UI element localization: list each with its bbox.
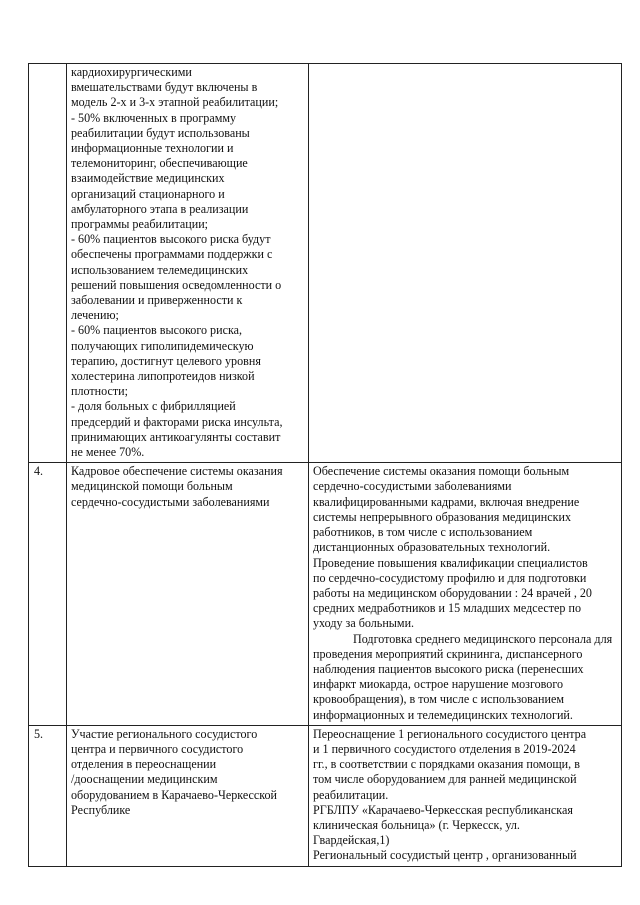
result-line: реабилитации. (313, 787, 389, 802)
result-line: кровообращения), в том числе с использованием (313, 692, 564, 707)
result-line: по сердечно-сосудистому профилю и для подготовки (313, 570, 587, 585)
measure-line: Республике (71, 802, 131, 817)
result-line: уходу за больными. (313, 616, 415, 631)
result-line: работников, в том числе с использованием (313, 525, 533, 540)
measure-line: сердечно-сосудистыми заболеваниями (71, 494, 270, 509)
measure-line: принимающих антикоагулянты составит (71, 429, 281, 444)
result-line: квалифицированными кадрами, включая внедрение (313, 494, 580, 509)
measure-line: получающих гиполипидемическую (71, 338, 254, 353)
measure-line: плотности; (71, 384, 128, 399)
measure-line: амбулаторного этапа в реализации (71, 201, 249, 216)
result-line: и 1 первичного сосудистого отделения в 2019-2024 (313, 741, 576, 756)
measure-line: Участие регионального сосудистого (71, 726, 258, 741)
measure-line: реабилитации будут использованы (71, 125, 250, 140)
measure-line: использованием телемедицинских (71, 262, 249, 277)
measure-line: Кадровое обеспечение системы оказания (71, 464, 283, 479)
measures-table (28, 63, 622, 867)
result-cell (309, 463, 622, 725)
result-line: дистанционных образовательных технологий. (313, 540, 551, 555)
measure-line: оборудованием в Карачаево-Черкесской (71, 787, 278, 802)
result-cell (309, 725, 622, 866)
row-number (29, 64, 67, 463)
result-line: Региональный сосудистый центр , организованный (313, 848, 577, 863)
result-line: сердечно-сосудистыми заболеваниями (313, 479, 512, 494)
measure-line: не менее 70%. (71, 445, 145, 460)
measure-line: отделения в переоснащении (71, 757, 217, 772)
measure-line: терапию, достигнут целевого уровня (71, 353, 261, 368)
measure-line: модель 2-х и 3-х этапной реабилитации; (71, 95, 279, 110)
result-line: РГБЛПУ «Карачаево-Черкесская республиканская (313, 802, 573, 817)
measure-line: заболевании и приверженности к (71, 293, 243, 308)
measure-line: телемониторинг, обеспечивающие (71, 156, 248, 171)
table-row (29, 463, 622, 725)
measure-line: медицинской помощи больным (71, 479, 233, 494)
result-line: проведения мероприятий скрининга, диспансерного (313, 646, 583, 661)
table-row (29, 64, 622, 463)
result-line: Гвардейская,1) (313, 833, 390, 848)
result-line: Подготовка среднего медицинского персонала для (353, 631, 613, 646)
measure-line: - 60% пациентов высокого риска будут (71, 232, 271, 247)
measure-line: программы реабилитации; (71, 217, 209, 232)
result-line: Проведение повышения квалификации специалистов (313, 555, 588, 570)
measure-line: кардиохирургическими (71, 65, 192, 79)
document-page (28, 63, 621, 867)
row-number: 5. (29, 725, 67, 866)
measure-line: - 60% пациентов высокого риска, (71, 323, 243, 338)
result-line: Переоснащение 1 регионального сосудистого центра (313, 726, 587, 741)
measure-line: решений повышения осведомленности о (71, 277, 282, 292)
result-line: том числе оборудованием для ранней медицинской (313, 772, 577, 787)
result-cell (309, 64, 622, 463)
measure-line: предсердий и факторами риска инсульта, (71, 414, 283, 429)
measure-line: - 50% включенных в программу (71, 110, 237, 125)
result-line: информационных и телемедицинских технологий. (313, 707, 573, 722)
measure-line: вмешательствами будут включены в (71, 80, 258, 95)
result-line: Обеспечение системы оказания помощи больным (313, 464, 570, 479)
measure-line: информационные технологии и (71, 141, 234, 156)
measure-cell (67, 64, 309, 463)
measure-line: - доля больных с фибрилляцией (71, 399, 236, 414)
result-line: клиническая больница» (г. Черкесск, ул. (313, 817, 520, 832)
measure-line: /дооснащении медицинским (71, 772, 218, 787)
table-row (29, 725, 622, 866)
measure-line: организаций стационарного и (71, 186, 225, 201)
result-line: работы на медицинском оборудовании : 24 врачей , 20 (313, 585, 592, 600)
measure-line: взаимодействие медицинских (71, 171, 225, 186)
measure-line: центра и первичного сосудистого (71, 741, 244, 756)
result-line: системы непрерывного образования медицинских (313, 509, 572, 524)
result-line: средних медработников и 15 младших медсестер по (313, 601, 582, 616)
measure-cell (67, 463, 309, 725)
result-line: наблюдения пациентов высокого риска (перенесших (313, 661, 584, 676)
measure-line: лечению; (71, 308, 119, 323)
measure-line: обеспечены программами поддержки с (71, 247, 273, 262)
result-line: инфаркт миокарда, острое нарушение мозгового (313, 677, 564, 692)
result-line: гг., в соответствии с порядками оказания помощи, в (313, 757, 580, 772)
measure-line: холестерина липопротеидов низкой (71, 369, 255, 384)
measure-cell (67, 725, 309, 866)
row-number: 4. (29, 463, 67, 725)
